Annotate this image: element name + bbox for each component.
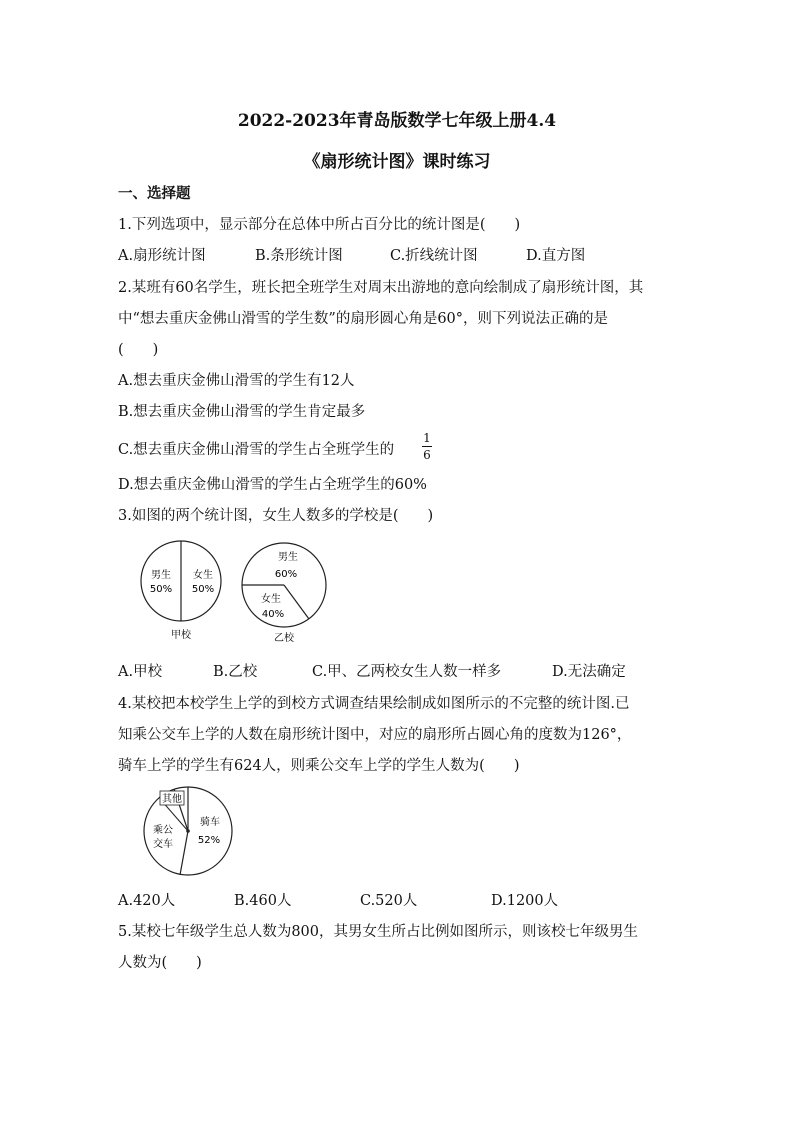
pie-jia-label-girls: 女生 — [193, 570, 213, 581]
q2-stem-line1: 2.某班有60名学生，班长把全班学生对周末出游地的意向绘制成了扇形统计图，其 — [118, 280, 644, 296]
q1-option-b: B.条形统计图 — [255, 248, 343, 264]
doc-title-line1: 2022-2023年青岛版数学七年级上册4.4 — [237, 111, 557, 131]
q4-option-b: B.460人 — [234, 893, 292, 909]
q2-option-c-denominator: 6 — [423, 448, 431, 462]
q2-stem-line2: 中“想去重庆金佛山滑雪的学生数”的扇形圆心角是60°，则下列说法正确的是 — [118, 311, 609, 327]
q2-option-a: A.想去重庆金佛山滑雪的学生有12人 — [118, 373, 355, 389]
q1-stem: 1.下列选项中，显示部分在总体中所占百分比的统计图是( ) — [118, 217, 521, 233]
q4-pie-divider-bottom — [180, 831, 188, 875]
q4-label-bike: 骑车 — [200, 817, 220, 828]
q1-option-c: C.折线统计图 — [390, 248, 478, 264]
q4-label-other: 其他 — [162, 794, 182, 805]
q2-option-c-numerator: 1 — [423, 431, 431, 445]
pie-yi-pct-girls: 40% — [261, 609, 285, 620]
q4-stem-line1: 4.某校把本校学生上学的到校方式调查结果绘制成如图所示的不完整的统计图.已 — [118, 696, 630, 712]
q3-option-d: D.无法确定 — [552, 664, 626, 680]
q1-option-d: D.直方图 — [526, 248, 586, 264]
q4-stem-line2: 知乘公交车上学的人数在扇形统计图中，对应的扇形所占圆心角的度数为126°， — [118, 727, 632, 743]
q4-label-bike-pct: 52% — [197, 835, 221, 846]
q4-label-bus-1: 乘公 — [153, 825, 173, 836]
q4-option-c: C.520人 — [360, 893, 418, 909]
fraction-bar — [422, 446, 432, 447]
q4-stem-line3: 骑车上学的学生有624人，则乘公交车上学的学生人数为( ) — [118, 758, 520, 774]
pie-yi-divider-right — [284, 585, 309, 619]
q3-pie-charts — [135, 535, 335, 647]
q3-stem: 3.如图的两个统计图，女生人数多的学校是( ) — [118, 508, 434, 524]
q3-option-c: C.甲、乙两校女生人数一样多 — [312, 664, 502, 680]
doc-title-line2: 《扇形统计图》课时练习 — [303, 152, 491, 172]
q1-option-a: A.扇形统计图 — [118, 248, 206, 264]
q2-option-d: D.想去重庆金佛山滑雪的学生占全班学生的60% — [118, 477, 427, 493]
pie-yi-label-girls: 女生 — [261, 594, 281, 605]
q4-label-bus-2: 交车 — [153, 839, 173, 850]
pie-jia-pct-girls: 50% — [191, 584, 215, 595]
pie-jia-pct-boys: 50% — [149, 584, 173, 595]
q4-option-a: A.420人 — [118, 893, 176, 909]
section-heading: 一、选择题 — [118, 185, 191, 202]
q2-option-b: B.想去重庆金佛山滑雪的学生肯定最多 — [118, 404, 366, 420]
pie-jia-caption: 甲校 — [171, 630, 191, 641]
q2-stem-line3: ( ) — [118, 342, 159, 358]
q5-stem-line1: 5.某校七年级学生总人数为800，其男女生所占比例如图所示，则该校七年级男生 — [118, 924, 639, 940]
pie-yi-caption: 乙校 — [274, 633, 294, 644]
pie-yi-pct-boys: 60% — [274, 569, 298, 580]
q5-stem-line2: 人数为( ) — [118, 955, 202, 971]
pie-yi-label-boys: 男生 — [278, 552, 298, 563]
pie-jia-label-boys: 男生 — [151, 570, 171, 581]
q4-pie-chart — [135, 782, 245, 882]
q3-option-b: B.乙校 — [213, 664, 258, 680]
q2-option-c: C.想去重庆金佛山滑雪的学生占全班学生的 — [118, 442, 395, 458]
q4-option-d: D.1200人 — [491, 893, 559, 909]
q4-pie-center-dot — [186, 829, 190, 833]
q3-option-a: A.甲校 — [118, 664, 163, 680]
